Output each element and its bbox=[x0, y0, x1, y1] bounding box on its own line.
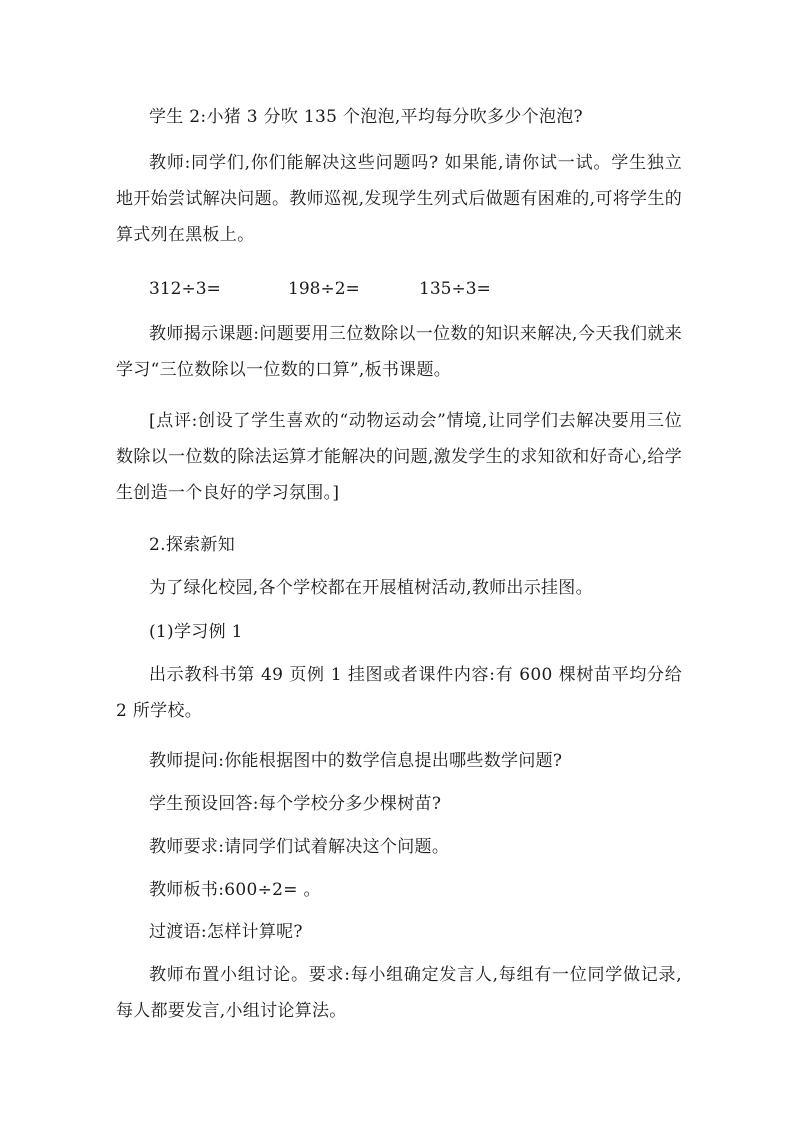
paragraph-greening: 为了绿化校园,各个学校都在开展植树活动,教师出示挂图。 bbox=[149, 578, 593, 598]
paragraph-teacher-board: 教师板书:600÷2= 。 bbox=[149, 880, 321, 900]
subheading-example-1: (1)学习例 1 bbox=[149, 622, 243, 642]
paragraph-comment: [点评:创设了学生喜欢的“动物运动会”情境,让同学们去解决要用三位数除以一位数的除法运算才能解决的问题,激发学生的求知欲和好奇心,给学生创造一个良好的学习氛围。] bbox=[116, 411, 682, 503]
paragraph-reveal-topic: 教师揭示课题:问题要用三位数除以一位数的知识来解决,今天我们就来学习“三位数除以一位数的口算”,板书课题。 bbox=[116, 324, 682, 380]
equation-3: 135÷3= bbox=[419, 279, 491, 299]
equation-row bbox=[149, 271, 689, 307]
equation-1: 312÷3= bbox=[149, 279, 221, 299]
section-heading-explore: 2.探索新知 bbox=[149, 535, 236, 555]
paragraph-teacher-request: 教师要求:请同学们试着解决这个问题。 bbox=[149, 837, 450, 857]
paragraph-show-example: 出示教科书第 49 页例 1 挂图或者课件内容:有 600 棵树苗平均分给 2 所学校。 bbox=[116, 665, 682, 721]
paragraph-group-discussion: 教师布置小组讨论。要求:每小组确定发言人,每组有一位同学做记录,每人都要发言,小组讨论算法。 bbox=[116, 965, 682, 1021]
paragraph-transition: 过渡语:怎样计算呢? bbox=[149, 922, 303, 942]
paragraph-student-answer: 学生预设回答:每个学校分多少棵树苗? bbox=[149, 794, 442, 814]
paragraph-student2-question: 学生 2:小猪 3 分吹 135 个泡泡,平均每分吹多少个泡泡? bbox=[149, 107, 583, 127]
equation-2: 198÷2= bbox=[288, 279, 360, 299]
paragraph-teacher-question: 教师提问:你能根据图中的数学信息提出哪些数学问题? bbox=[149, 751, 563, 771]
paragraph-teacher-prompt: 教师:同学们,你们能解决这些问题吗? 如果能,请你试一试。学生独立地开始尝试解决问题。教师巡视,发现学生列式后做题有困难的,可将学生的算式列在黑板上。 bbox=[116, 153, 682, 245]
